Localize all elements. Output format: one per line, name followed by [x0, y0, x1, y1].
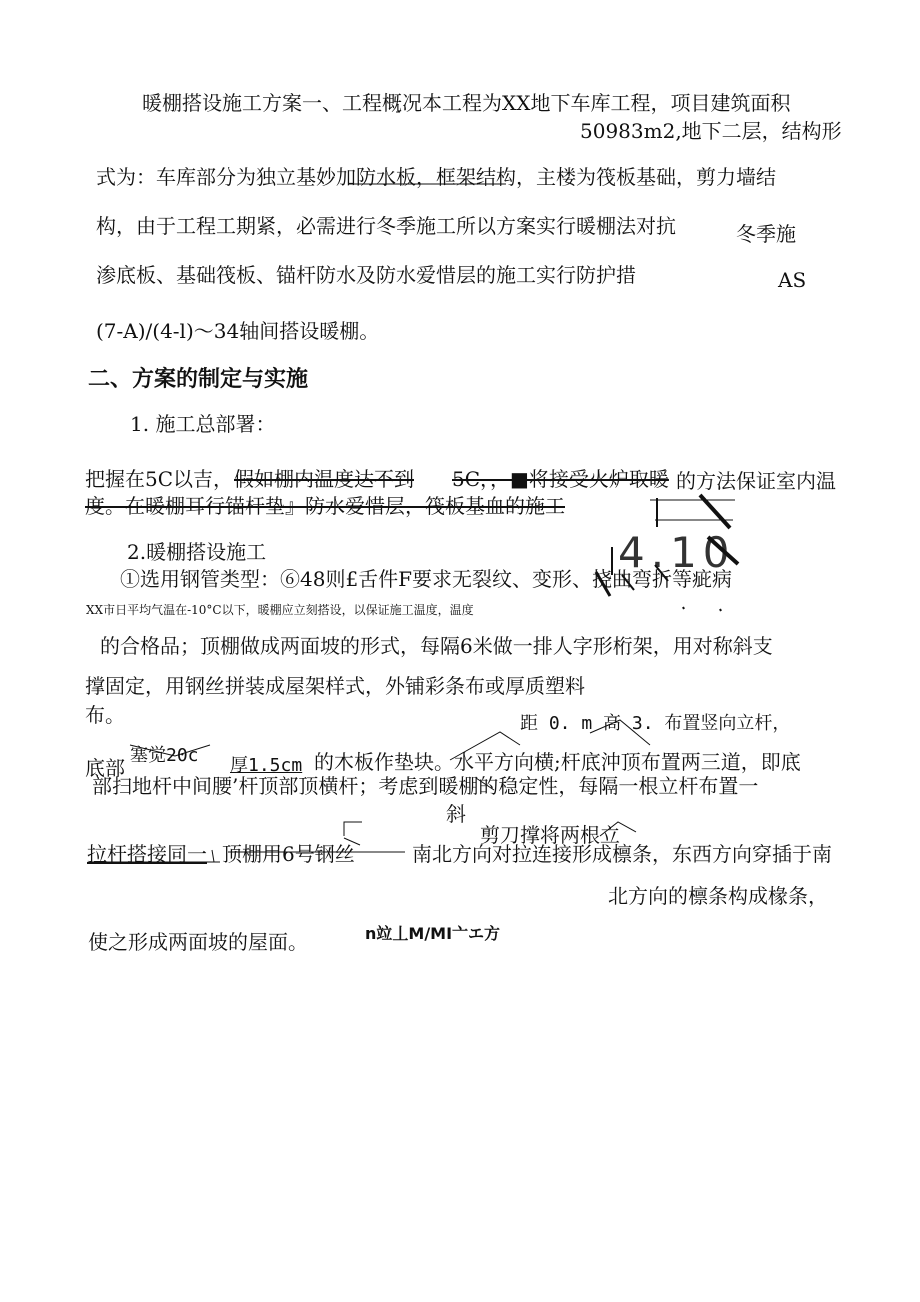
subsection-1: 1. 施工总部署：	[130, 412, 276, 436]
para2-line-5: 距 0. m 高 3. 布置竖向立杆，	[520, 713, 791, 734]
para2-line-11: 北方向的檩条构成椽条，	[608, 884, 828, 908]
para2-line-10-b: 顶棚用6号钢丝	[222, 842, 355, 866]
para1-part-a: 把握在5C以吉，	[85, 467, 234, 491]
intro-line-5-side: AS	[778, 268, 807, 292]
para1-part-b: 假如棚内温度达不到	[234, 467, 414, 491]
para2-line-12-side: n竝丄M/MI亠エ方	[365, 924, 501, 943]
intro-line-1: 暖棚搭设施工方案一、工程概况本工程为XX地下车库工程，项目建筑面积	[142, 91, 791, 115]
sketch-text: 4.10	[618, 528, 736, 577]
para1-part-d: 的方法保证室内温	[676, 469, 836, 493]
para2-line-4: 布。	[85, 703, 125, 727]
intro-line-6: (7-A)/(4-l)〜34轴间搭设暖棚。	[96, 319, 380, 343]
para1-line-2: 度。在暖棚耳行锚杆垫』防水爱惜层，筏板基血的施工	[85, 494, 565, 518]
intro-line-4: 构，由于工程工期紧，必需进行冬季施工所以方案实行暖棚法对抗	[96, 214, 676, 238]
para2-line-10-c: 南北方向对拉连接形成檩条，东西方向穿插于南	[412, 842, 832, 866]
para2-line-10-a: 拉杆搭接同一	[87, 842, 207, 866]
para2-line-6-b: 厚1.5cm	[230, 755, 303, 776]
intro-line-5: 渗底板、基础筏板、锚杆防水及防水爱惜层的施工实行防护措	[96, 263, 636, 287]
section-heading-2: 二、方案的制定与实施	[88, 366, 309, 392]
para2-line-1: ①选用钢管类型：⑥48则£舌件F要求无裂纹、变形、挠曲弯折等疵病	[120, 567, 733, 591]
subsection-2: 2.暖棚搭设施工	[127, 540, 267, 564]
para2-line-8: 斜	[446, 802, 466, 826]
temperature-note: XX市日平均气温在-10°C以下，暖棚应立刻搭设，以保证施工温度，温度	[86, 603, 474, 617]
para2-overlay-text: 塞觉20c	[130, 745, 199, 766]
intro-line-4-side: 冬季施	[736, 222, 796, 246]
para2-line-12: 使之形成两面坡的屋面。	[88, 930, 308, 954]
para2-line-2: 的合格品；顶棚做成两面坡的形式，每隔6米做一排人字形桁架，用对称斜支	[100, 634, 773, 658]
para2-line-9: 剪刀撑将两根立	[480, 823, 620, 847]
para2-line-7: 部扫地杆中间腰’杆顶部顶横杆；考虑到暖棚的稳定性，每隔一根立杆布置一	[92, 774, 759, 798]
para2-line-6-c: 的木板作垫块。水平方向横;杆底沖顶布置两三道，即底	[314, 750, 801, 774]
intro-line-2: 50983m2,地下二层，结构形	[580, 119, 842, 143]
para2-line-3: 撑固定，用钢丝拼装成屋架样式，外铺彩条布或厚质塑料	[85, 674, 585, 698]
para2-line-6-a: 底部	[85, 756, 125, 780]
para1-part-c: 5C，，■将接受火炉取暖	[452, 467, 669, 491]
intro-line-3: 式为：车库部分为独立基妙加防水板，框架结构，主楼为筏板基础，剪力墙结	[96, 165, 776, 189]
